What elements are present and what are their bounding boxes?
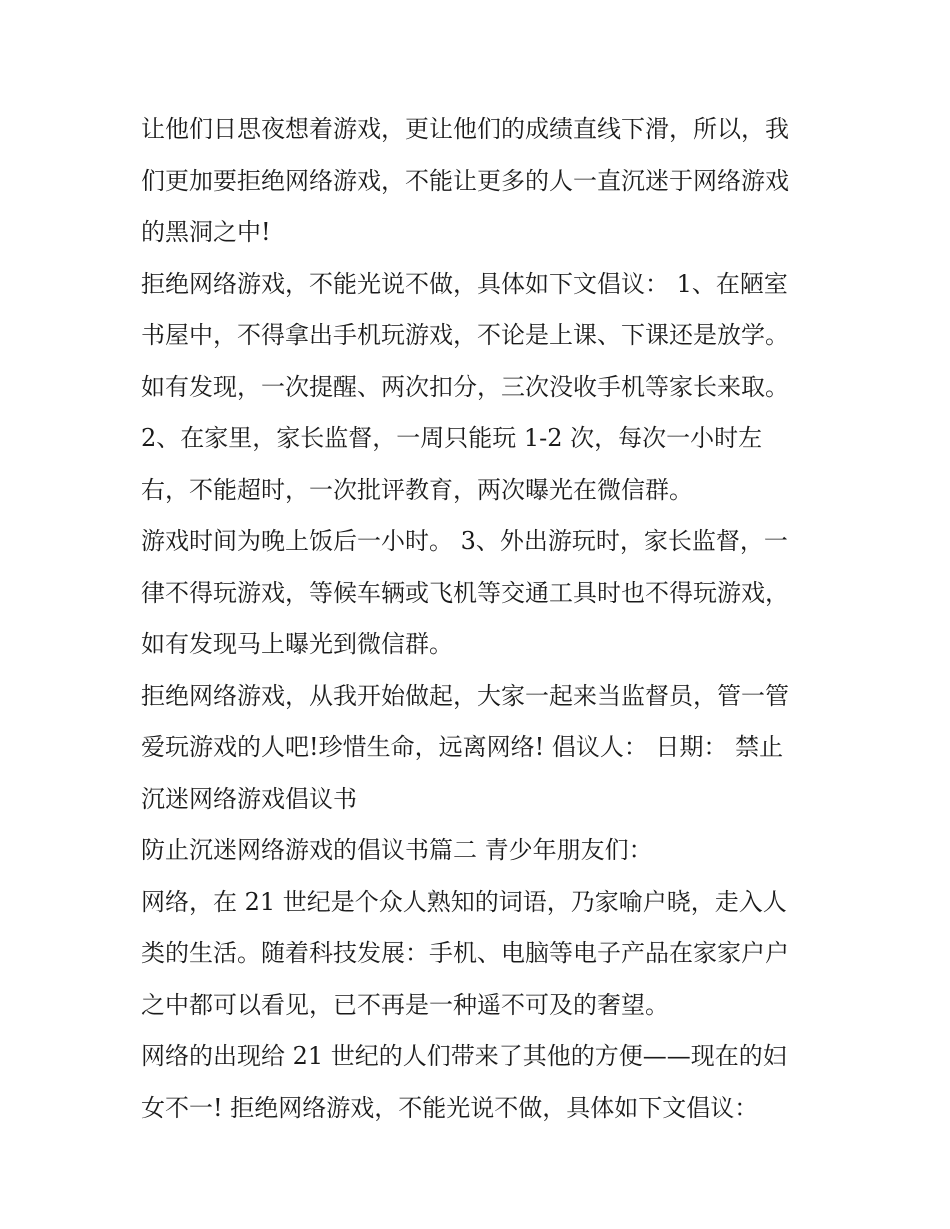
text-line: 游戏时间为晚上饭后一小时。 3、外出游玩时，家长监督，一 [141,527,788,555]
text-line: 网络，在 21 世纪是个众人熟知的词语，乃家喻户晓，走入人 [141,887,787,916]
text-line: 拒绝网络游戏，不能光说不做，具体如下文倡议： 1、在陋室 [141,269,788,298]
text-line: 之中都可以看见，已不再是一种遥不可及的奢望。 [141,990,669,1019]
text-line: 2、在家里，家长监督，一周只能玩 1-2 次，每次一小时左 [141,424,763,452]
text-line: 的黑洞之中! [141,218,271,246]
text-line: 律不得玩游戏，等候车辆或飞机等交通工具时也不得玩游戏， [141,578,789,607]
text-line: 如有发现，一次提醒、两次扣分，三次没收手机等家长来取。 [141,372,789,401]
text-line: 拒绝网络游戏，从我开始做起，大家一起来当监督员，管一管 [141,681,789,710]
text-line: 爱玩游戏的人吧!珍惜生命，远离网络! 倡议人： 日期： 禁止 [141,733,784,761]
text-line: 女不一! 拒绝网络游戏，不能光说不做，具体如下文倡议： [141,1093,759,1122]
text-line: 书屋中，不得拿出手机玩游戏，不论是上课、下课还是放学。 [141,321,789,349]
text-line: 如有发现马上曝光到微信群。 [141,630,453,658]
text-line: 沉迷网络游戏倡议书 [141,784,357,813]
text-line: 右，不能超时，一次批评教育，两次曝光在微信群。 [141,475,693,504]
document-body [141,104,821,1134]
text-line: 网络的出现给 21 世纪的人们带来了其他的方便——现在的妇 [141,1042,787,1070]
text-line: 让他们日思夜想着游戏，更让他们的成绩直线下滑，所以，我 [141,115,789,143]
text-line: 防止沉迷网络游戏的倡议书篇二 青少年朋友们： [141,836,653,864]
text-line: 类的生活。随着科技发展：手机、电脑等电子产品在家家户户 [141,939,789,967]
text-line: 们更加要拒绝网络游戏，不能让更多的人一直沉迷于网络游戏 [141,166,789,195]
